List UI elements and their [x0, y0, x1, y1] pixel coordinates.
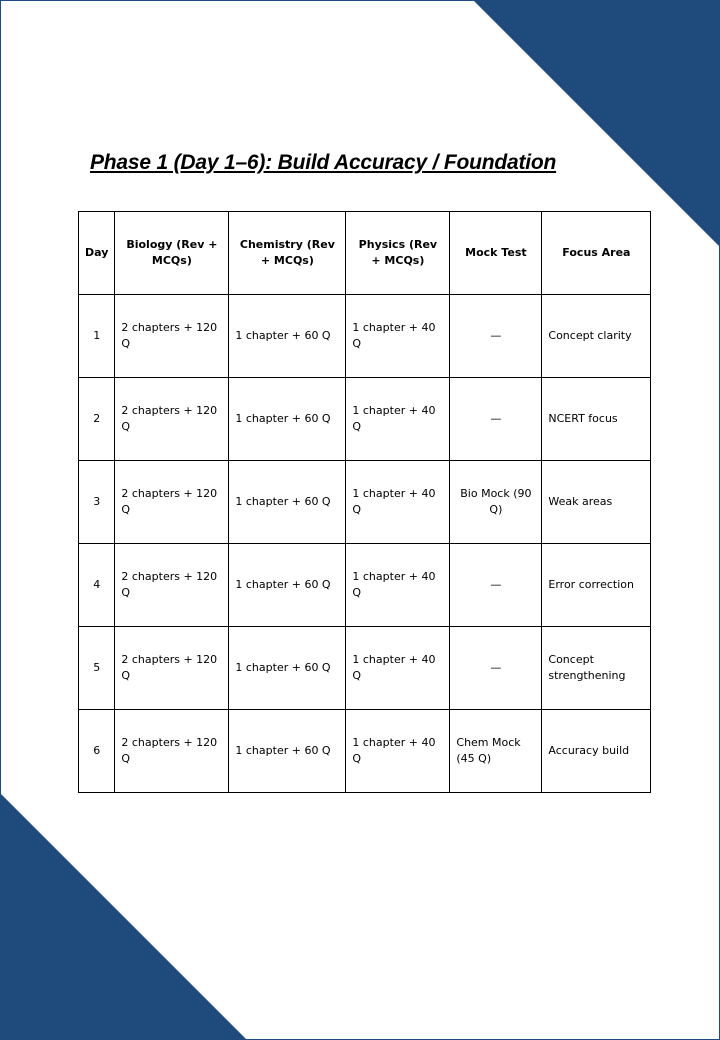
- cell-physics: 1 chapter + 40 Q: [346, 544, 450, 627]
- cell-physics: 1 chapter + 40 Q: [346, 710, 450, 793]
- table-row: [79, 461, 651, 544]
- cell-chemistry: 1 chapter + 60 Q: [229, 627, 346, 710]
- cell-mock-test: Chem Mock (45 Q): [450, 710, 542, 793]
- cell-physics: 1 chapter + 40 Q: [346, 378, 450, 461]
- cell-focus-area: Concept strengthening: [542, 627, 651, 710]
- cell-physics: 1 chapter + 40 Q: [346, 627, 450, 710]
- table-row: [79, 378, 651, 461]
- header-biology: Biology (Rev + MCQs): [115, 212, 229, 295]
- cell-day: 3: [79, 461, 115, 544]
- cell-day: 5: [79, 627, 115, 710]
- cell-mock-test: —: [450, 627, 542, 710]
- cell-biology: 2 chapters + 120 Q: [115, 627, 229, 710]
- cell-biology: 2 chapters + 120 Q: [115, 544, 229, 627]
- cell-biology: 2 chapters + 120 Q: [115, 378, 229, 461]
- cell-mock-test: Bio Mock (90 Q): [450, 461, 542, 544]
- cell-biology: 2 chapters + 120 Q: [115, 295, 229, 378]
- header-physics: Physics (Rev + MCQs): [346, 212, 450, 295]
- cell-focus-area: Error correction: [542, 544, 651, 627]
- cell-mock-test: —: [450, 378, 542, 461]
- cell-focus-area: Concept clarity: [542, 295, 651, 378]
- cell-mock-test: —: [450, 295, 542, 378]
- cell-chemistry: 1 chapter + 60 Q: [229, 461, 346, 544]
- cell-biology: 2 chapters + 120 Q: [115, 461, 229, 544]
- table-header-row: [79, 212, 651, 295]
- cell-day: 6: [79, 710, 115, 793]
- table-row: [79, 710, 651, 793]
- header-day: Day: [79, 212, 115, 295]
- cell-day: 4: [79, 544, 115, 627]
- cell-physics: 1 chapter + 40 Q: [346, 295, 450, 378]
- table-row: [79, 544, 651, 627]
- corner-decoration-top-right: [474, 1, 719, 246]
- cell-chemistry: 1 chapter + 60 Q: [229, 710, 346, 793]
- cell-chemistry: 1 chapter + 60 Q: [229, 378, 346, 461]
- corner-decoration-bottom-left: [1, 794, 246, 1039]
- cell-day: 1: [79, 295, 115, 378]
- header-chemistry: Chemistry (Rev + MCQs): [229, 212, 346, 295]
- table-row: [79, 627, 651, 710]
- header-mock-test: Mock Test: [450, 212, 542, 295]
- study-plan-table: [78, 211, 651, 793]
- cell-mock-test: —: [450, 544, 542, 627]
- cell-chemistry: 1 chapter + 60 Q: [229, 295, 346, 378]
- cell-focus-area: NCERT focus: [542, 378, 651, 461]
- cell-biology: 2 chapters + 120 Q: [115, 710, 229, 793]
- page-title: Phase 1 (Day 1–6): Build Accuracy / Foundation: [90, 151, 557, 174]
- cell-focus-area: Weak areas: [542, 461, 651, 544]
- header-focus-area: Focus Area: [542, 212, 651, 295]
- cell-physics: 1 chapter + 40 Q: [346, 461, 450, 544]
- cell-focus-area: Accuracy build: [542, 710, 651, 793]
- cell-day: 2: [79, 378, 115, 461]
- table-row: [79, 295, 651, 378]
- cell-chemistry: 1 chapter + 60 Q: [229, 544, 346, 627]
